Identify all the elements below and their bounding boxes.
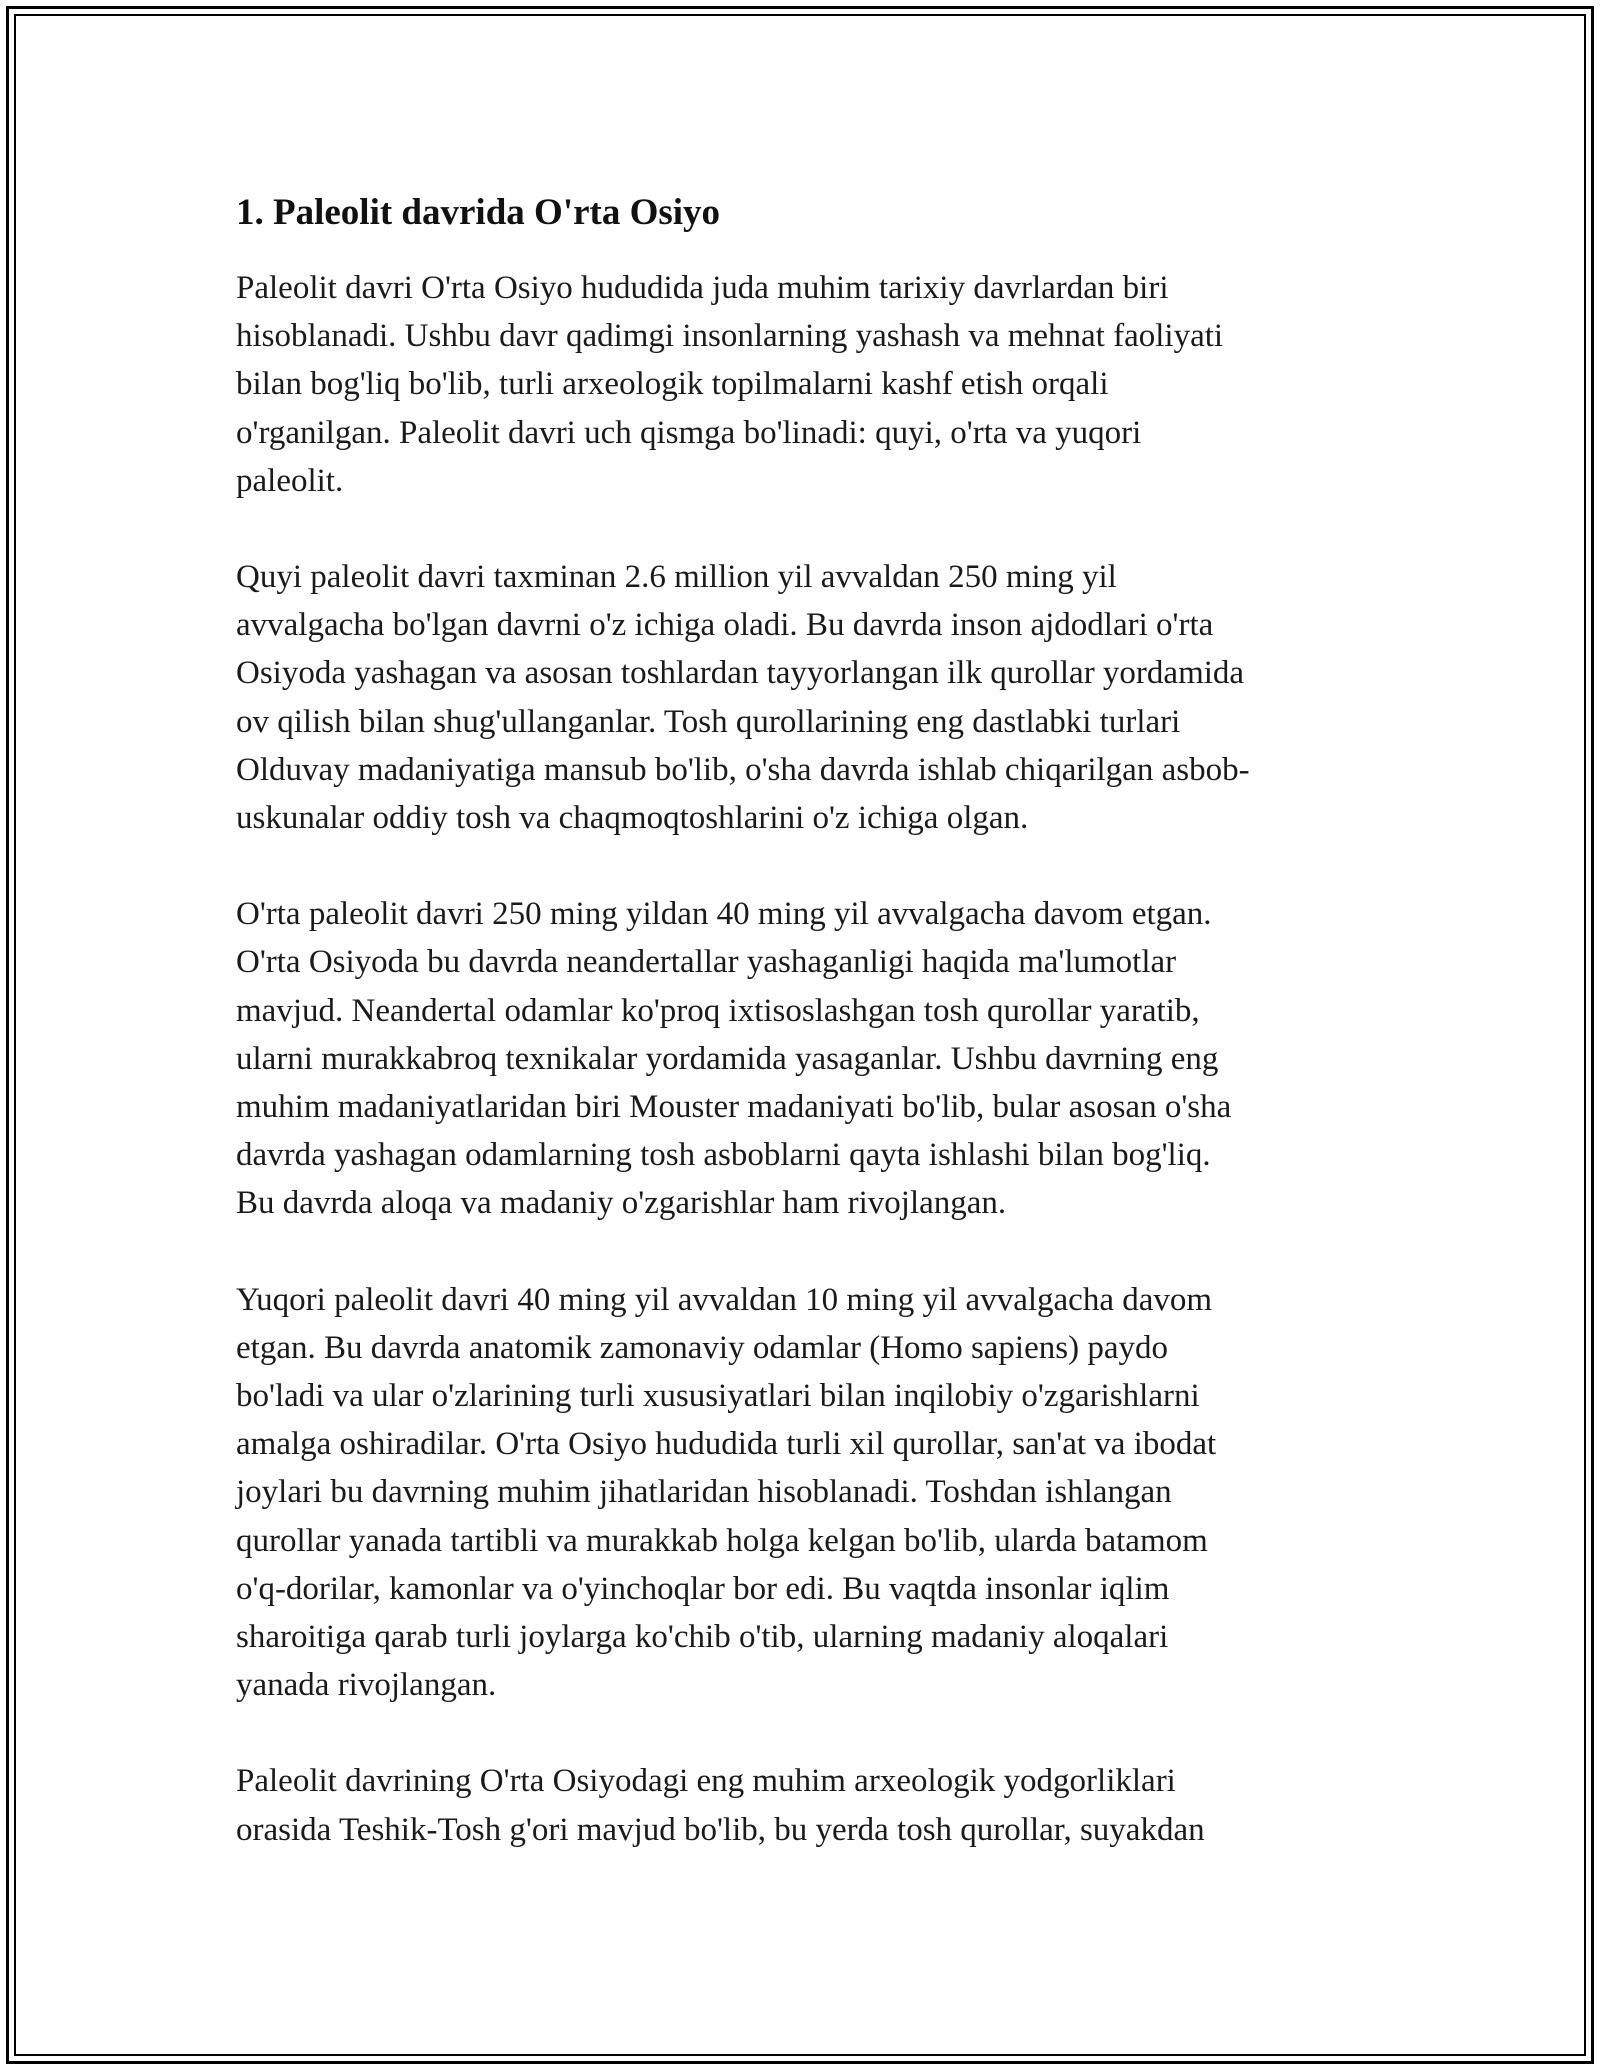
paragraph-lower-paleolithic: [236, 553, 1366, 842]
text-line: O'rta paleolit davri 250 ming yildan 40 ming yil avvalgacha davom etgan.: [236, 896, 1212, 933]
text-line: amalga oshiradilar. O'rta Osiyo hududida turli xil qurollar, san'at va ibodat: [236, 1426, 1217, 1463]
text-line: mavjud. Neandertal odamlar ko'proq ixtisoslashgan tosh qurollar yaratib,: [236, 992, 1200, 1029]
text-line: sharoitiga qarab turli joylarga ko'chib o'tib, ularning madaniy aloqalari: [236, 1619, 1169, 1656]
text-line: Osiyoda yashagan va asosan toshlardan tayyorlangan ilk qurollar yordamida: [236, 655, 1245, 692]
text-line: Quyi paleolit davri taxminan 2.6 million yil avvaldan 250 ming yil: [236, 559, 1117, 596]
text-line: bo'ladi va ular o'zlarining turli xususiyatlari bilan inqilobiy o'zgarishlarni: [236, 1378, 1200, 1415]
text-line: bilan bog'liq bo'lib, turli arxeologik topilmalarni kashf etish orqali: [236, 366, 1109, 403]
text-line: Olduvay madaniyatiga mansub bo'lib, o'sha davrda ishlab chiqarilgan asbob-: [236, 751, 1250, 788]
text-line: ov qilish bilan shug'ullanganlar. Tosh qurollarining eng dastlabki turlari: [236, 703, 1181, 740]
text-line: hisoblanadi. Ushbu davr qadimgi insonlarning yashash va mehnat faoliyati: [236, 318, 1224, 355]
text-line: o'q-dorilar, kamonlar va o'yinchoqlar bor edi. Bu vaqtda insonlar iqlim: [236, 1570, 1170, 1607]
text-line: ularni murakkabroq texnikalar yordamida yasaganlar. Ushbu davrning eng: [236, 1040, 1219, 1077]
text-line: muhim madaniyatlaridan biri Mouster madaniyati bo'lib, bular asosan o'sha: [236, 1089, 1232, 1126]
text-line: o'rganilgan. Paleolit davri uch qismga bo'linadi: quyi, o'rta va yuqori: [236, 414, 1142, 451]
document-body: [236, 188, 1366, 1902]
text-line: Bu davrda aloqa va madaniy o'zgarishlar ham rivojlangan.: [236, 1185, 1007, 1222]
paragraph-upper-paleolithic: [236, 1276, 1366, 1710]
text-line: Paleolit davrining O'rta Osiyodagi eng muhim arxeologik yodgorliklari: [236, 1763, 1176, 1800]
text-line: etgan. Bu davrda anatomik zamonaviy odamlar (Homo sapiens) paydo: [236, 1329, 1168, 1366]
paragraph-archaeological-sites: [236, 1757, 1366, 1853]
text-line: Paleolit davri O'rta Osiyo hududida juda muhim tarixiy davrlardan biri: [236, 270, 1169, 306]
text-line: joylari bu davrning muhim jihatlaridan hisoblanadi. Toshdan ishlangan: [236, 1474, 1172, 1511]
text-line: yanada rivojlangan.: [236, 1667, 497, 1704]
text-line: Yuqori paleolit davri 40 ming yil avvaldan 10 ming yil avvalgacha davom: [236, 1281, 1213, 1318]
text-line: uskunalar oddiy tosh va chaqmoqtoshlarini o'z ichiga olgan.: [236, 800, 1029, 837]
text-line: qurollar yanada tartibli va murakkab holga kelgan bo'lib, ularda batamom: [236, 1522, 1208, 1559]
section-heading: 1. Paleolit davrida O'rta Osiyo: [236, 192, 721, 233]
text-line: orasida Teshik-Tosh g'ori mavjud bo'lib, bu yerda tosh qurollar, suyakdan: [236, 1811, 1205, 1848]
text-line: davrda yashagan odamlarning tosh asboblarni qayta ishlashi bilan bog'liq.: [236, 1137, 1211, 1174]
paragraph-middle-paleolithic: [236, 890, 1366, 1227]
paragraph-intro: [236, 264, 1366, 505]
text-line: paleolit.: [236, 462, 344, 499]
text-line: O'rta Osiyoda bu davrda neandertallar yashaganligi haqida ma'lumotlar: [236, 944, 1177, 981]
text-line: avvalgacha bo'lgan davrni o'z ichiga oladi. Bu davrda inson ajdodlari o'rta: [236, 607, 1214, 644]
